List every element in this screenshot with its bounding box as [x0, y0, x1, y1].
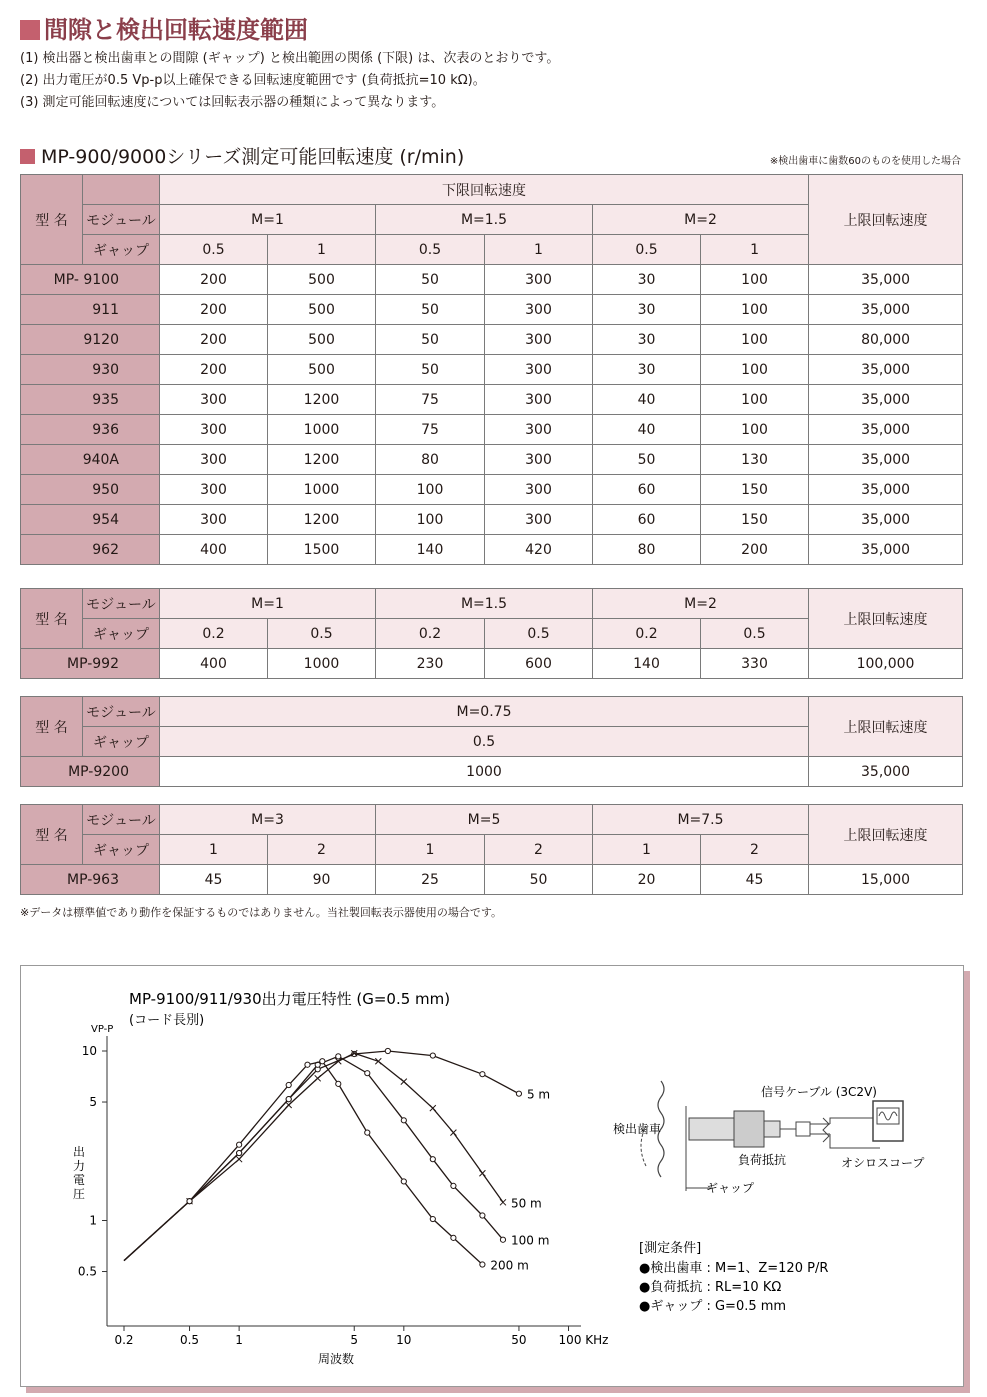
x-tick-label: 0.2 — [114, 1333, 134, 1347]
value-cell: 500 — [268, 355, 376, 385]
data-point — [480, 1213, 485, 1218]
data-point — [385, 1048, 390, 1053]
module-cell: M=2 — [593, 589, 809, 619]
load-label: 負荷抵抗 — [738, 1153, 787, 1167]
value-cell: 300 — [485, 265, 593, 295]
title-square-icon — [20, 20, 40, 40]
data-point — [516, 1091, 521, 1096]
value-cell: 500 — [268, 325, 376, 355]
value-cell: 200 — [160, 295, 268, 325]
value-cell: 60 — [593, 475, 701, 505]
gap-cell: 2 — [701, 835, 809, 865]
value-cell: 30 — [593, 265, 701, 295]
x-axis-label: 周波数 — [317, 1352, 355, 1366]
resistor-icon — [810, 1118, 880, 1148]
data-point — [237, 1142, 242, 1147]
value-cell: 140 — [376, 535, 485, 565]
value-cell: 600 — [485, 649, 593, 679]
data-point — [500, 1237, 505, 1242]
value-cell: 300 — [160, 415, 268, 445]
model-header: 型 名 — [21, 697, 83, 757]
model-cell: MP-992 — [21, 649, 160, 679]
table-row — [21, 385, 963, 415]
value-cell: 150 — [701, 505, 809, 535]
value-cell: 45 — [160, 865, 268, 895]
section-note: ※検出歯車に歯数60のものを使用した場合 — [769, 156, 961, 167]
data-point — [365, 1071, 370, 1076]
section-square-icon — [20, 149, 35, 164]
model-cell: 935 — [21, 385, 160, 415]
gap-cell: 0.5 — [160, 235, 268, 265]
page-title: 間隙と検出回転速度範囲 — [20, 10, 308, 45]
gap-header: ギャップ — [83, 727, 160, 757]
max-cell: 35,000 — [809, 535, 963, 565]
value-cell: 50 — [376, 265, 485, 295]
module-cell: M=2 — [593, 205, 809, 235]
data-point — [236, 1156, 242, 1162]
data-point — [320, 1059, 325, 1064]
x-tick-label: 0.5 — [179, 1333, 200, 1347]
table-row — [21, 295, 963, 325]
value-cell: 20 — [593, 865, 701, 895]
value-cell: 30 — [593, 295, 701, 325]
gap-cell: 2 — [485, 835, 593, 865]
speed-table-mp9200 — [20, 696, 963, 787]
data-point — [500, 1199, 506, 1205]
intro-line: (2) 出力電圧が0.5 Vp-p以上確保できる回転速度範囲です (負荷抵抗=10 kΩ)。 — [20, 73, 486, 88]
module-cell: M=1 — [160, 589, 376, 619]
gap-header: ギャップ — [83, 619, 160, 649]
value-cell: 200 — [701, 535, 809, 565]
data-point — [450, 1130, 456, 1136]
module-cell: M=5 — [376, 805, 593, 835]
value-cell: 300 — [160, 475, 268, 505]
module-cell: M=3 — [160, 805, 376, 835]
data-point — [430, 1053, 435, 1058]
x-tick-label: 100 KHz — [558, 1333, 609, 1347]
scope-screen — [877, 1108, 899, 1124]
value-cell: 50 — [593, 445, 701, 475]
module-header: モジュール — [83, 589, 160, 619]
module-cell: M=7.5 — [593, 805, 809, 835]
y-label-char: 力 — [73, 1159, 86, 1173]
data-point — [315, 1075, 321, 1081]
module-cell: M=0.75 — [160, 697, 809, 727]
value-cell: 100 — [701, 355, 809, 385]
max-cell: 35,000 — [809, 415, 963, 445]
gap-cell: 1 — [485, 235, 593, 265]
max-cell: 35,000 — [809, 505, 963, 535]
gap-cell: 0.5 — [268, 619, 376, 649]
value-cell: 300 — [485, 325, 593, 355]
y-tick-label: 5 — [89, 1095, 97, 1110]
gap-cell: 1 — [376, 835, 485, 865]
value-cell: 30 — [593, 355, 701, 385]
model-cell: 950 — [21, 475, 160, 505]
series-label: 5 m — [526, 1087, 551, 1102]
sensor-nut — [734, 1111, 764, 1147]
value-cell: 1200 — [268, 445, 376, 475]
data-point — [237, 1150, 242, 1155]
value-cell: 45 — [701, 865, 809, 895]
series-label: 50 m — [510, 1196, 542, 1211]
model-cell: 936 — [21, 415, 160, 445]
value-cell: 40 — [593, 385, 701, 415]
value-cell: 300 — [485, 415, 593, 445]
cable-label: 信号ケーブル (3C2V) — [761, 1085, 877, 1099]
module-header: モジュール — [83, 697, 160, 727]
max-cell: 80,000 — [809, 325, 963, 355]
data-point — [401, 1179, 406, 1184]
y-axis-label — [73, 1144, 85, 1201]
conditions-title: [測定条件] — [639, 1241, 702, 1256]
value-cell: 1000 — [268, 415, 376, 445]
value-cell: 90 — [268, 865, 376, 895]
gap-cell: 1 — [268, 235, 376, 265]
value-cell: 500 — [268, 295, 376, 325]
sensor-tail — [764, 1121, 780, 1137]
value-cell: 300 — [485, 385, 593, 415]
model-cell: 962 — [21, 535, 160, 565]
data-point — [286, 1082, 291, 1087]
chart-panel — [20, 965, 964, 1387]
model-cell: MP-9200 — [21, 757, 160, 787]
value-cell: 300 — [485, 355, 593, 385]
model-header: 型 名 — [21, 175, 83, 265]
y-label-char: 出 — [73, 1145, 86, 1159]
value-cell: 300 — [485, 445, 593, 475]
value-cell: 420 — [485, 535, 593, 565]
y-unit-label: VP-P — [91, 1024, 114, 1035]
data-point — [430, 1157, 435, 1162]
value-cell: 80 — [376, 445, 485, 475]
value-cell: 200 — [160, 265, 268, 295]
value-cell: 400 — [160, 649, 268, 679]
gap-header: ギャップ — [83, 235, 160, 265]
speed-table-main — [20, 174, 963, 565]
model-cell: 930 — [21, 355, 160, 385]
series-label: 100 m — [510, 1233, 550, 1248]
value-cell: 300 — [485, 295, 593, 325]
gap-cell: 1 — [160, 835, 268, 865]
value-cell: 50 — [376, 325, 485, 355]
model-cell: MP-963 — [21, 865, 160, 895]
gap-cell: 0.5 — [485, 619, 593, 649]
data-point — [305, 1062, 310, 1067]
value-cell: 300 — [485, 475, 593, 505]
value-cell: 100 — [376, 505, 485, 535]
max-cell: 35,000 — [809, 355, 963, 385]
module-cell: M=1 — [160, 205, 376, 235]
max-cell: 35,000 — [809, 385, 963, 415]
table-row — [21, 865, 963, 895]
value-cell: 400 — [160, 535, 268, 565]
value-cell: 25 — [376, 865, 485, 895]
series-label: 200 m — [490, 1258, 529, 1273]
value-cell: 200 — [160, 325, 268, 355]
max-cell: 35,000 — [809, 265, 963, 295]
table-body — [21, 265, 963, 565]
module-cell: M=1.5 — [376, 205, 593, 235]
value-cell: 300 — [485, 505, 593, 535]
chart-lines — [124, 1048, 550, 1272]
y-tick-label: 10 — [81, 1044, 97, 1058]
value-cell: 1500 — [268, 535, 376, 565]
value-cell: 30 — [593, 325, 701, 355]
value-cell: 300 — [160, 385, 268, 415]
model-cell: 9120 — [21, 325, 160, 355]
data-point — [430, 1105, 436, 1111]
table-row — [21, 757, 963, 787]
gap-cell: 0.2 — [376, 619, 485, 649]
value-cell: 100 — [701, 415, 809, 445]
speed-table-mp992 — [20, 588, 963, 679]
data-point — [401, 1118, 406, 1123]
speed-table-mp963 — [20, 804, 963, 895]
condition-line: ●負荷抵抗 : RL=10 KΩ — [639, 1280, 782, 1295]
value-cell: 150 — [701, 475, 809, 505]
value-cell: 1200 — [268, 385, 376, 415]
measurement-diagram — [613, 1081, 924, 1314]
data-point — [286, 1102, 292, 1108]
sensor-body — [689, 1118, 734, 1140]
data-point — [480, 1072, 485, 1077]
data-point — [479, 1170, 485, 1176]
value-cell: 100 — [701, 295, 809, 325]
data-point — [401, 1079, 407, 1085]
module-header: モジュール — [83, 805, 160, 835]
data-point — [336, 1054, 341, 1059]
upper-speed-header: 上限回転速度 — [809, 805, 963, 865]
value-cell: 100 — [701, 325, 809, 355]
table-row — [21, 649, 963, 679]
series-line — [124, 1056, 503, 1260]
output-voltage-chart — [21, 966, 963, 1386]
module-cell: M=1.5 — [376, 589, 593, 619]
model-header: 型 名 — [21, 805, 83, 865]
upper-speed-header: 上限回転速度 — [809, 697, 963, 757]
gap-cell: 1 — [701, 235, 809, 265]
intro-line: (3) 測定可能回転速度については回転表示器の種類によって異なります。 — [20, 95, 445, 110]
value-cell: 75 — [376, 385, 485, 415]
upper-speed-header: 上限回転速度 — [809, 589, 963, 649]
value-cell: 140 — [593, 649, 701, 679]
condition-line: ●ギャップ : G=0.5 mm — [639, 1299, 787, 1314]
connector — [796, 1122, 810, 1136]
gap-cell: 0.2 — [160, 619, 268, 649]
value-cell: 1200 — [268, 505, 376, 535]
y-tick-label: 0.5 — [77, 1264, 97, 1279]
table-row — [21, 325, 963, 355]
table-row — [21, 355, 963, 385]
table-row — [21, 505, 963, 535]
table-row — [21, 475, 963, 505]
value-cell: 1000 — [268, 475, 376, 505]
data-point — [430, 1216, 435, 1221]
gap-cell: 0.2 — [593, 619, 701, 649]
max-cell: 15,000 — [809, 865, 963, 895]
table-row — [21, 445, 963, 475]
value-cell: 300 — [160, 445, 268, 475]
value-cell: 80 — [593, 535, 701, 565]
value-cell: 50 — [485, 865, 593, 895]
intro-notes — [20, 48, 559, 114]
value-cell: 60 — [593, 505, 701, 535]
series-line — [124, 1051, 519, 1261]
y-tick-label: 1 — [89, 1213, 97, 1228]
module-header: モジュール — [83, 205, 160, 235]
table-row — [21, 535, 963, 565]
data-point — [451, 1235, 456, 1240]
y-label-char: 電 — [73, 1173, 86, 1187]
value-cell: 300 — [160, 505, 268, 535]
x-tick-label: 50 — [511, 1333, 527, 1347]
model-cell: MP- 9100 — [21, 265, 160, 295]
value-cell: 1000 — [268, 649, 376, 679]
x-tick-label: 10 — [396, 1333, 412, 1347]
chart-title: MP-9100/911/930出力電圧特性 (G=0.5 mm) — [129, 990, 451, 1008]
max-cell: 35,000 — [809, 475, 963, 505]
section-title: MP-900/9000シリーズ測定可能回転速度 (r/min) — [20, 142, 464, 169]
value-cell: 500 — [268, 265, 376, 295]
data-point — [336, 1081, 341, 1086]
gap-cell: 0.5 — [376, 235, 485, 265]
y-label-char: 圧 — [73, 1187, 86, 1201]
value-cell: 200 — [160, 355, 268, 385]
chart-subtitle: (コード長別) — [129, 1013, 205, 1028]
gap-cell: 1 — [593, 835, 701, 865]
gap-cell: 0.5 — [160, 727, 809, 757]
data-point — [286, 1097, 291, 1102]
table-row — [21, 415, 963, 445]
data-point — [365, 1130, 370, 1135]
value-cell: 130 — [701, 445, 809, 475]
max-cell: 35,000 — [809, 757, 963, 787]
table-row — [21, 265, 963, 295]
value-cell: 50 — [376, 295, 485, 325]
value-cell: 50 — [376, 355, 485, 385]
data-point — [480, 1262, 485, 1267]
gap-cell: 0.5 — [701, 619, 809, 649]
x-tick-label: 1 — [235, 1333, 243, 1347]
gap-header: ギャップ — [83, 835, 160, 865]
gap-label: ギャップ — [706, 1181, 755, 1195]
value-cell: 40 — [593, 415, 701, 445]
intro-line: (1) 検出器と検出歯車との間隙 (ギャップ) と検出範囲の関係 (下限) は、次表のとおりです。 — [20, 51, 560, 66]
data-point — [451, 1183, 456, 1188]
value-cell: 100 — [701, 265, 809, 295]
value-cell: 75 — [376, 415, 485, 445]
max-cell: 100,000 — [809, 649, 963, 679]
value-cell: 330 — [701, 649, 809, 679]
value-cell: 1000 — [160, 757, 809, 787]
gap-cell: 0.5 — [593, 235, 701, 265]
x-tick-label: 5 — [350, 1333, 359, 1347]
model-cell: 940A — [21, 445, 160, 475]
value-cell: 100 — [701, 385, 809, 415]
data-point — [187, 1199, 192, 1204]
max-cell: 35,000 — [809, 295, 963, 325]
model-cell: 954 — [21, 505, 160, 535]
scope-label: オシロスコープ — [841, 1156, 925, 1170]
value-cell: 230 — [376, 649, 485, 679]
value-cell: 100 — [376, 475, 485, 505]
gear-label: 検出歯車 — [613, 1122, 662, 1136]
gap-cell: 2 — [268, 835, 376, 865]
max-cell: 35,000 — [809, 445, 963, 475]
footnote: ※データは標準値であり動作を保証するものではありません。当社製回転表示器使用の場合です。 — [20, 906, 502, 919]
series-line — [124, 1053, 503, 1260]
condition-line: ●検出歯車 : M=1、Z=120 P/R — [639, 1261, 829, 1276]
upper-speed-header: 上限回転速度 — [809, 175, 963, 265]
model-cell: 911 — [21, 295, 160, 325]
lower-speed-header: 下限回転速度 — [160, 175, 809, 205]
model-header: 型 名 — [21, 589, 83, 649]
